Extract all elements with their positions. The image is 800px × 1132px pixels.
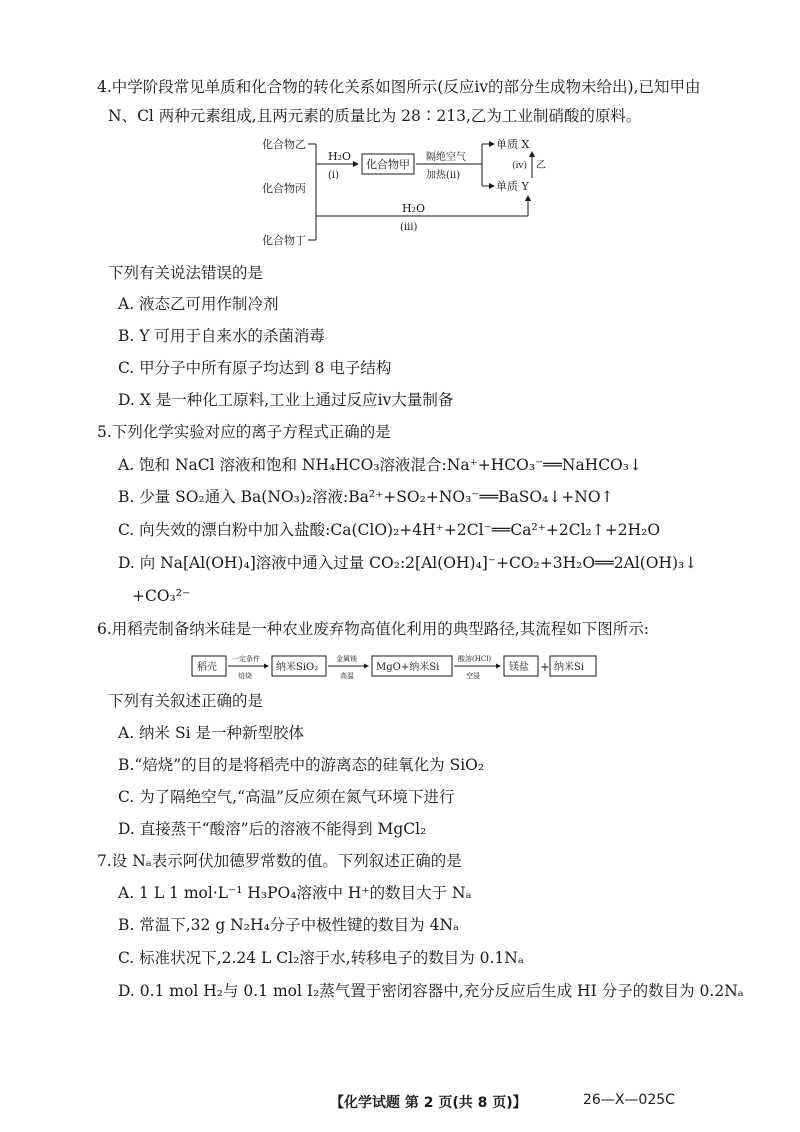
q6-option-b: B.“焙烧”的目的是将稻壳中的游离态的硅氧化为 SiO₂ bbox=[118, 756, 485, 774]
q5-option-a: A. 饱和 NaCl 溶液和饱和 NH₄HCO₃溶液混合:Na⁺+HCO₃⁻══NaHCO₃↓ bbox=[118, 456, 642, 474]
h2o-top-label: H₂O bbox=[328, 150, 352, 163]
flow-box-nano-sio2-label: 纳米SiO₂ bbox=[276, 662, 319, 673]
compound-bing-label: 化合物丙 bbox=[262, 182, 306, 195]
q4-conversion-diagram bbox=[250, 132, 550, 252]
q6-stem: 6.用稻壳制备纳米硅是一种农业废弃物高值化利用的典型路径,其流程如下图所示: bbox=[97, 620, 649, 638]
flow-cond3-top: 酸溶(HCl) bbox=[458, 655, 492, 663]
flow-plus: + bbox=[540, 660, 551, 674]
flow-box-mg-salt-label: 镁盐 bbox=[509, 662, 529, 673]
q5-stem: 5.下列化学实验对应的离子方程式正确的是 bbox=[97, 423, 391, 441]
flow-cond2-top: 金属镁 bbox=[336, 655, 357, 663]
q6-flow-diagram bbox=[190, 648, 600, 684]
step-iii-label: (ⅲ) bbox=[400, 222, 418, 233]
q4-option-c: C. 甲分子中所有原子均达到 8 电子结构 bbox=[118, 359, 392, 377]
flow-cond1-top: 一定条件 bbox=[232, 655, 260, 663]
q7-stem: 7.设 Nₐ表示阿伏加德罗常数的值。下列叙述正确的是 bbox=[97, 852, 462, 870]
footer-page-title: 【化学试题 第 2 页(共 8 页)】 bbox=[330, 1095, 527, 1111]
q4-option-d: D. X 是一种化工原料,工业上通过反应ⅳ大量制备 bbox=[118, 391, 454, 409]
h2o-bottom-label: H₂O bbox=[402, 202, 426, 215]
q7-option-a: A. 1 L 1 mol·L⁻¹ H₃PO₄溶液中 H⁺的数目大于 Nₐ bbox=[118, 884, 472, 902]
q6-prompt: 下列有关叙述正确的是 bbox=[108, 692, 264, 710]
q5-option-d-line2: +CO₃²⁻ bbox=[132, 587, 191, 605]
compound-yi-label: 化合物乙 bbox=[262, 138, 306, 151]
compound-jia-label: 化合物甲 bbox=[366, 158, 410, 171]
q7-option-d: D. 0.1 mol H₂与 0.1 mol I₂蒸气置于密闭容器中,充分反应后生成 HI 分子的数目为 0.2Nₐ bbox=[118, 982, 744, 1000]
q5-option-b: B. 少量 SO₂通入 Ba(NO₃)₂溶液:Ba²⁺+SO₂+NO₃⁻══BaSO₄↓+NO↑ bbox=[118, 488, 614, 506]
q6-option-c: C. 为了隔绝空气,“高温”反应须在氮气环境下进行 bbox=[118, 788, 455, 806]
element-y-label: 单质 Y bbox=[496, 180, 529, 193]
q4-stem-line1: 4.中学阶段常见单质和化合物的转化关系如图所示(反应ⅳ的部分生成物未给出),已知甲由 bbox=[97, 78, 701, 96]
step-i-label: (ⅰ) bbox=[328, 170, 340, 181]
q4-option-a: A. 液态乙可用作制冷剂 bbox=[118, 295, 279, 313]
flow-cond3-bottom: 空浸 bbox=[466, 672, 480, 680]
q4-stem-line2: N、Cl 两种元素组成,且两元素的质量比为 28∶213,乙为工业制硝酸的原料。 bbox=[108, 107, 642, 125]
yi-small-label: 乙 bbox=[536, 160, 546, 171]
flow-cond2-bottom: 高温 bbox=[340, 672, 354, 680]
q7-option-b: B. 常温下,32 g N₂H₄分子中极性键的数目为 4Nₐ bbox=[118, 916, 460, 934]
q5-option-d-line1: D. 向 Na[Al(OH)₄]溶液中通入过量 CO₂:2[Al(OH)₄]⁻+CO₂+3H₂O══2Al(OH)₃↓ bbox=[118, 554, 698, 572]
isolate-air-label: 隔绝空气 bbox=[426, 152, 466, 163]
q6-option-d: D. 直接蒸干“酸溶”后的溶液不能得到 MgCl₂ bbox=[118, 820, 427, 838]
compound-ding-label: 化合物丁 bbox=[262, 234, 306, 247]
step-iv-label: (ⅳ) bbox=[512, 161, 527, 171]
heat-ii-label: 加热(ⅱ) bbox=[426, 170, 461, 181]
q6-option-a: A. 纳米 Si 是一种新型胶体 bbox=[118, 724, 304, 742]
footer-code: 26—X—025C bbox=[583, 1092, 675, 1108]
q7-option-c: C. 标准状况下,2.24 L Cl₂溶于水,转移电子的数目为 0.1Nₐ bbox=[118, 949, 524, 967]
flow-box-nano-si-label: 纳米Si bbox=[554, 662, 585, 673]
q4-option-b: B. Y 可用于自来水的杀菌消毒 bbox=[118, 327, 325, 345]
flow-box-rice-husk-label: 稻壳 bbox=[197, 662, 217, 673]
q4-prompt: 下列有关说法错误的是 bbox=[108, 264, 264, 282]
flow-cond1-bottom: 焙烧 bbox=[238, 672, 252, 680]
flow-box-mgo-si-label: MgO+纳米Si bbox=[376, 662, 440, 673]
element-x-label: 单质 X bbox=[496, 138, 530, 151]
q5-option-c: C. 向失效的漂白粉中加入盐酸:Ca(ClO)₂+4H⁺+2Cl⁻══Ca²⁺+2Cl₂↑+2H₂O bbox=[118, 521, 661, 539]
